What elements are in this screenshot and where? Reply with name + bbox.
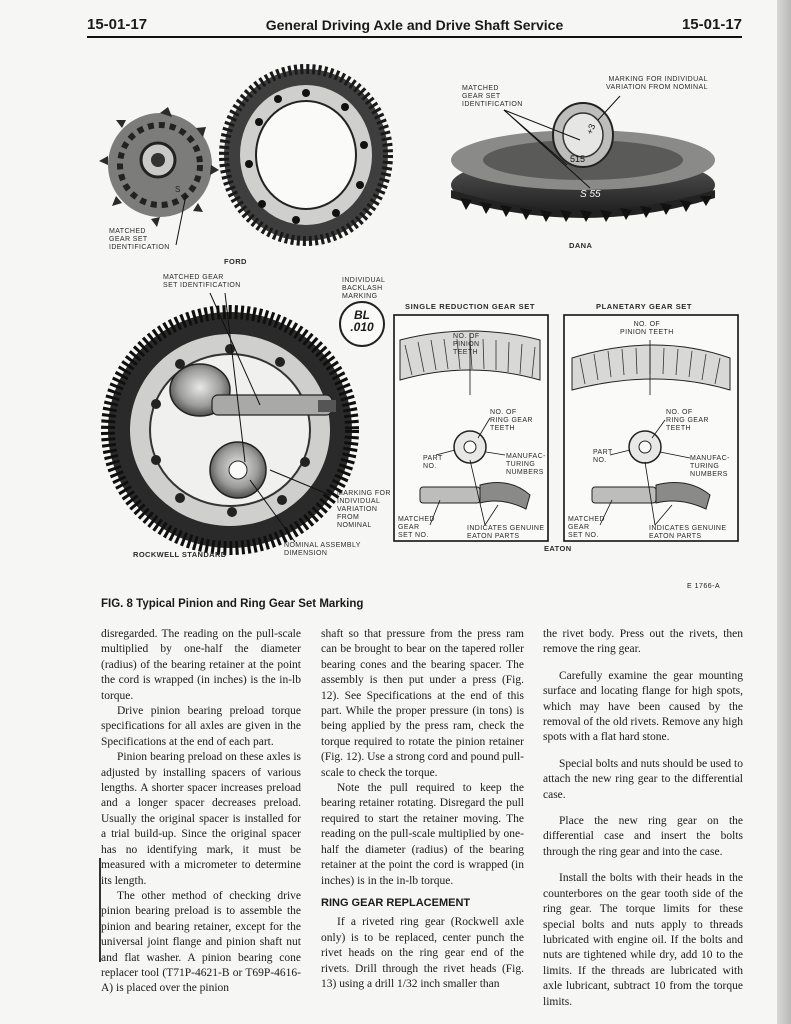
rockwell-variation-label	[337, 490, 391, 530]
planetary-manuf-line-2: TURING	[690, 463, 720, 470]
planetary-manuf-line-1: MANUFAC-	[690, 455, 730, 462]
planetary-ring-line-2: RING GEAR	[666, 417, 709, 424]
svg-text:515: 515	[570, 154, 586, 164]
col3-paragraph-4: Place the new ring gear on the differential case and insert the bolts through the ring gear and into the case.	[543, 815, 743, 858]
ford-pinion-gear	[99, 107, 219, 227]
ford-caption: FORD	[224, 257, 247, 266]
single-ring-line-1: NO. OF	[490, 409, 517, 416]
svg-text:S 55: S 55	[580, 189, 601, 200]
rockwell-backlash-label	[342, 277, 385, 301]
planetary-ring-teeth-label	[666, 409, 709, 433]
col1-paragraph-1: disregarded. The reading on the pull-scale multiplied by one-half the diameter (radius) of the bearing retainer at the point the cord is wrapped (in inches) is the in-lb torque.	[101, 628, 301, 702]
single-manuf-line-2: TURING	[506, 461, 536, 468]
dana-matched-line-1: MATCHED	[462, 85, 499, 92]
dana-matched-label	[462, 85, 523, 109]
rockwell-matched-line-2: SET IDENTIFICATION	[163, 282, 241, 289]
planetary-matched-line-1: MATCHED	[568, 516, 605, 523]
dana-variation-line-2: VARIATION FROM NOMINAL	[606, 84, 708, 91]
rockwell-variation-line-1: MARKING FOR	[337, 490, 391, 497]
col1-paragraph-4: The other method of checking drive pinion bearing preload is to assemble the pinion and bearing retainer, except for the universal joint flange and pinion shaft nut and flat washer. A pinion bearing cone replacer tool (T71P-4621-B or T69P-4616-A) is placed over the pinion	[101, 889, 301, 995]
single-matched-line-3: SET NO.	[398, 532, 429, 539]
planetary-matched-line-2: GEAR	[568, 524, 590, 531]
svg-text:S: S	[175, 185, 181, 194]
single-part-line-2: NO.	[423, 463, 437, 470]
single-ring-line-2: RING GEAR	[490, 417, 533, 424]
svg-text:+3: +3	[584, 122, 598, 136]
figure-code: E 1766-A	[687, 583, 721, 590]
planetary-genuine-line-1: INDICATES GENUINE	[649, 525, 727, 532]
backlash-mark-line-1: BL	[354, 308, 370, 322]
planetary-ring-line-1: NO. OF	[666, 409, 693, 416]
planetary-manuf-line-3: NUMBERS	[690, 471, 728, 478]
eaton-caption: EATON	[544, 544, 572, 553]
text-column-1	[101, 627, 301, 997]
rockwell-gear-assembly	[108, 312, 352, 548]
single-reduction-title: SINGLE REDUCTION GEAR SET	[405, 302, 536, 311]
revision-margin-bar	[99, 858, 101, 962]
single-pinion-line-3: TEETH	[453, 349, 478, 356]
planetary-matched-line-3: SET NO.	[568, 532, 599, 539]
col2-paragraph-3: If a riveted ring gear (Rockwell axle only) is to be replaced, center punch the rivet heads on the ring gear end of the rivets. Drill through the rivet heads (Fig. 13) using a drill 1/32 inch smaller than	[321, 916, 524, 990]
planetary-part-line-2: NO.	[593, 457, 607, 464]
dana-matched-line-2: GEAR SET	[462, 93, 501, 100]
rockwell-matched-line-1: MATCHED GEAR	[163, 274, 224, 281]
col3-paragraph-5: Install the bolts with their heads in the counterbores on the gear tooth side of the ring gear. The torque limits for these special bolts and nuts apply to threads lubricated with engine oil. If the bolts and nuts are tightened while dry, add 10 to the limits. If the threads are lubricated with axle lubricant, subtract 10 from the torque limits.	[543, 872, 743, 1008]
planetary-part-no-label	[593, 449, 613, 465]
single-genuine-line-1: INDICATES GENUINE	[467, 525, 545, 532]
planetary-ring-line-3: TEETH	[666, 425, 691, 432]
planetary-pinion-teeth-label	[620, 321, 674, 337]
col3-paragraph-2: Carefully examine the gear mounting surface and locating flange for high spots, which may have been caused by the removal of the old rivets. Remove any high spots with a flat hard stone.	[543, 669, 743, 744]
rockwell-variation-line-3: VARIATION	[337, 506, 378, 513]
rockwell-matched-label	[163, 274, 241, 290]
planetary-genuine-line-2: EATON PARTS	[649, 533, 702, 540]
single-pinion-line-2: PINION	[453, 341, 480, 348]
col3-paragraph-3: Special bolts and nuts should be used to attach the new ring gear to the differential case.	[543, 757, 743, 801]
col3-paragraph-1: the rivet body. Press out the rivets, then remove the ring gear.	[543, 628, 743, 656]
col2-paragraph-2: Note the pull required to keep the bearing retainer rotating. Disregard the pull required to start the retainer moving. The reading on the pull-scale multiplied by one-half the diameter (radius) of the bearing retainer at the point the cord is wrapped (in inches) is in the in-lb torque.	[321, 782, 524, 887]
planetary-pinion-line-2: PINION TEETH	[620, 329, 674, 336]
text-column-3	[543, 627, 743, 1010]
ford-matched-line-2: GEAR SET	[109, 236, 148, 243]
dana-variation-label	[606, 76, 708, 92]
single-manuf-line-1: MANUFAC-	[506, 453, 546, 460]
page-number-left: 15-01-17	[87, 16, 148, 33]
single-genuine-line-2: EATON PARTS	[467, 533, 520, 540]
rockwell-backlash-line-1: INDIVIDUAL	[342, 277, 386, 284]
dana-ring-gear	[451, 103, 715, 222]
dana-matched-line-3: IDENTIFICATION	[462, 101, 523, 108]
planetary-part-line-1: PART	[593, 449, 613, 456]
eaton-planetary-panel	[564, 315, 738, 541]
single-manufacturing-label	[506, 453, 546, 477]
rockwell-variation-line-5: NOMINAL	[337, 522, 372, 529]
planetary-genuine-label	[649, 525, 726, 541]
col1-paragraph-2: Drive pinion bearing preload torque specifications for all axles are given in the Specifications at the end of each part.	[101, 705, 301, 748]
section-title: General Driving Axle and Drive Shaft Service	[265, 17, 564, 33]
text-column-2	[321, 627, 524, 992]
single-part-line-1: PART	[423, 455, 443, 462]
rockwell-variation-line-2: INDIVIDUAL	[337, 498, 381, 505]
ring-gear-replacement-heading: RING GEAR REPLACEMENT	[321, 896, 471, 909]
rockwell-nominal-line-2: DIMENSION	[284, 550, 328, 557]
figure-caption: FIG. 8 Typical Pinion and Ring Gear Set Marking	[101, 598, 364, 610]
single-pinion-line-1: NO. OF	[453, 333, 480, 340]
single-matched-label	[398, 516, 435, 540]
ford-matched-line-3: IDENTIFICATION	[109, 244, 170, 251]
single-part-no-label	[423, 455, 443, 471]
dana-caption: DANA	[569, 241, 593, 250]
ford-matched-label	[109, 228, 170, 252]
planetary-manufacturing-label	[690, 455, 730, 479]
rockwell-variation-line-4: FROM	[337, 514, 360, 521]
rockwell-backlash-line-3: MARKING	[342, 293, 378, 300]
backlash-mark-text	[343, 309, 381, 333]
backlash-mark-line-2: .010	[350, 320, 374, 334]
ford-matched-line-1: MATCHED	[109, 228, 146, 235]
single-manuf-line-3: NUMBERS	[506, 469, 544, 476]
page-number-right: 15-01-17	[681, 16, 742, 33]
planetary-pinion-line-1: NO. OF	[633, 321, 661, 328]
single-matched-line-2: GEAR	[398, 524, 420, 531]
single-pinion-teeth-label	[453, 333, 480, 357]
dana-variation-line-1: MARKING FOR INDIVIDUAL	[608, 76, 708, 83]
ford-ring-gear	[224, 69, 388, 241]
single-ring-line-3: TEETH	[490, 425, 515, 432]
col1-paragraph-3: Pinion bearing preload on these axles is adjusted by installing spacers of various lengths. A shorter spacer increases preload and a longer spacer decreases preload. Usually the original spacer is installed for a trial build-up. Since the original spacer has no identifying mark, it must be measured with a micrometer to determine its length.	[101, 751, 301, 887]
planetary-title: PLANETARY GEAR SET	[596, 302, 693, 311]
planetary-matched-label	[568, 516, 605, 540]
rockwell-backlash-line-2: BACKLASH	[342, 285, 383, 292]
rockwell-nominal-label	[284, 542, 361, 558]
single-ring-teeth-label	[490, 409, 533, 433]
rockwell-nominal-line-1: NOMINAL ASSEMBLY	[284, 542, 361, 549]
single-genuine-label	[467, 525, 544, 541]
single-matched-line-1: MATCHED	[398, 516, 435, 523]
rockwell-caption: ROCKWELL STANDARD	[133, 550, 227, 559]
col2-paragraph-1: shaft so that pressure from the press ram can be brought to bear on the tapered roller bearing cones and the bearing spacer. The assembly is then put under a press (Fig. 12). See Specifications at the end of this part. While the proper pressure (in tons) is being applied by the press ram, check the torque required to rotate the pinion retainer (Fig. 12). Use a strong cord and pound pull-scale to check the torque.	[321, 628, 524, 779]
